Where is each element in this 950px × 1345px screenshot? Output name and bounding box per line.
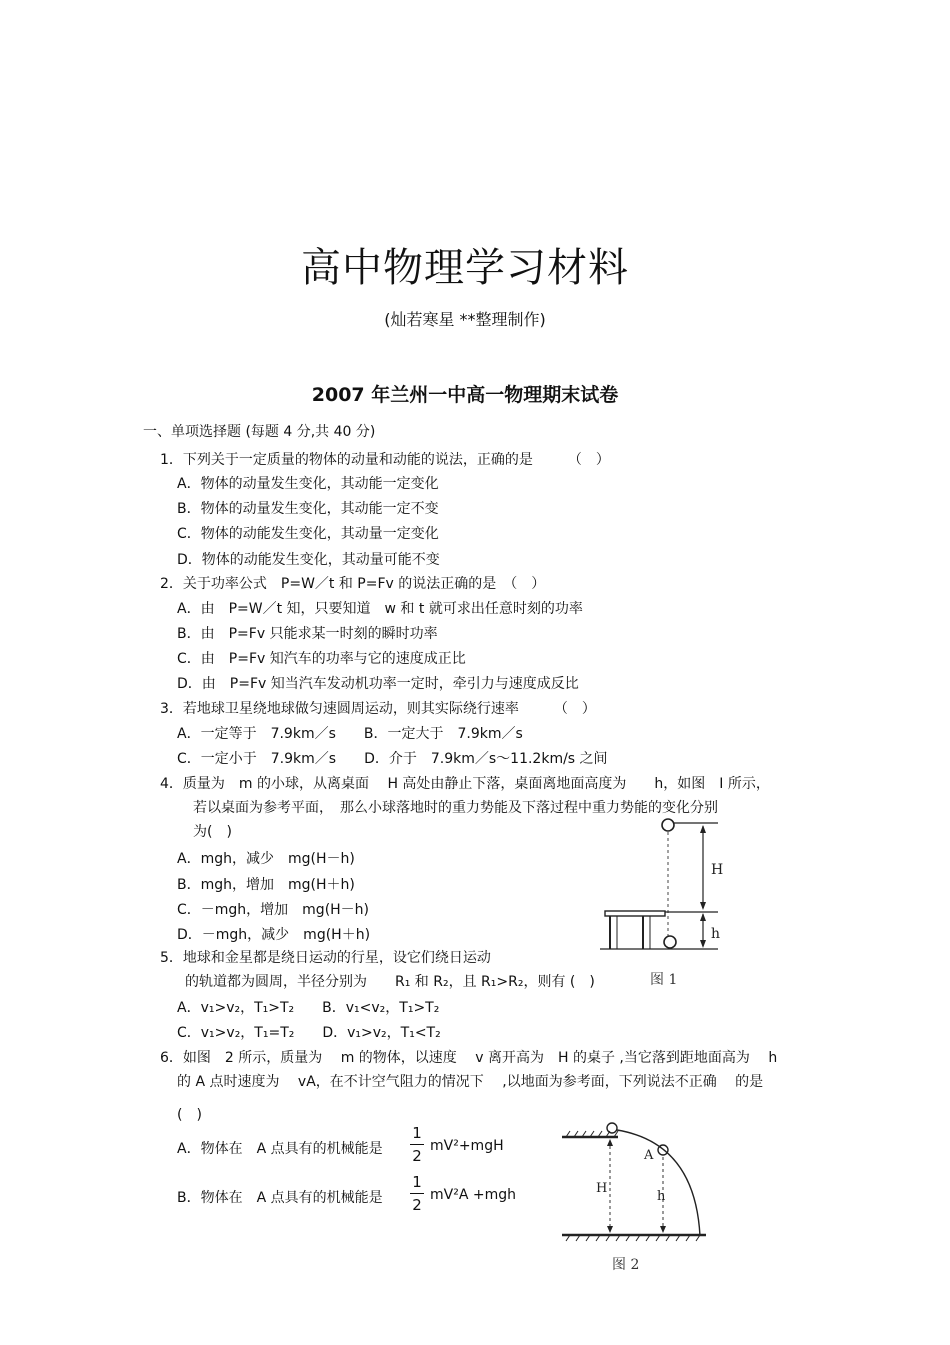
q3-options-cd: C．一定小于 7.9km／s D．介于 7.9km／s～11.2km/s 之间 xyxy=(177,751,608,767)
q1-option-d: D．物体的动能发生变化，其动量可能不变 xyxy=(177,552,440,568)
q5-stem-1: 5．地球和金星都是绕日运动的行星，设它们绕日运动 xyxy=(160,950,491,966)
q6-option-a-text: A．物体在 A 点具有的机械能是 xyxy=(177,1141,383,1157)
q4-stem-2: 若以桌面为参考平面， 那么小球落地时的重力势能及下落过程中重力势能的变化分别 xyxy=(193,800,718,816)
q2-stem: 2．关于功率公式 P=W／t 和 P=Fv 的说法正确的是 （ ） xyxy=(160,576,546,592)
q2-option-d: D．由 P=Fv 知当汽车发动机功率一定时，牵引力与速度成反比 xyxy=(177,676,579,692)
page-subtitle: (灿若寒星 **整理制作) xyxy=(384,310,546,329)
figure-2-caption: 图 2 xyxy=(612,1257,640,1273)
q1-stem: 1．下列关于一定质量的物体的动量和动能的说法，正确的是 （ ） xyxy=(160,452,610,468)
q3-options-ab: A．一定等于 7.9km／s B．一定大于 7.9km／s xyxy=(177,726,523,742)
q6-option-b-fraction xyxy=(410,1173,424,1214)
q1-option-c: C．物体的动能发生变化，其动量一定变化 xyxy=(177,526,439,542)
figure-2 xyxy=(560,1118,720,1243)
q6-stem-3: ( ) xyxy=(177,1107,202,1123)
q4-stem-1: 4．质量为 m 的小球，从离桌面 H 高处由静止下落，桌面离地面高度为 h，如图 I 所示， xyxy=(160,776,770,792)
q6-stem-2: 的 A 点时速度为 vA，在不计空气阻力的情况下 ,以地面为参考面，下列说法不正确 的是 xyxy=(177,1074,764,1090)
q2-option-b: B．由 P=Fv 只能求某一时刻的瞬时功率 xyxy=(177,626,438,642)
figure-2-h-label: h xyxy=(657,1189,666,1204)
q6-option-b-formula: mV²A +mgh xyxy=(430,1187,516,1203)
figure-1 xyxy=(600,812,725,952)
fraction-denominator: 2 xyxy=(412,1147,422,1165)
exam-title: 2007 年兰州一中高一物理期末试卷 xyxy=(311,384,619,406)
fraction-numerator: 1 xyxy=(412,1173,422,1191)
page-title: 高中物理学习材料 xyxy=(301,245,629,291)
figure-1-h-label: h xyxy=(711,926,721,942)
figure-1-caption: 图 1 xyxy=(650,972,678,988)
q4-option-a: A．mgh，减少 mg(H－h) xyxy=(177,851,355,867)
fraction-bar xyxy=(410,1193,424,1194)
figure-2-A-label: A xyxy=(644,1148,654,1163)
q5-options-ab: A．v₁>v₂，T₁>T₂ B．v₁<v₂，T₁>T₂ xyxy=(177,1000,440,1016)
q4-option-c: C．－mgh，增加 mg(H－h) xyxy=(177,902,370,918)
q6-option-a-fraction xyxy=(410,1124,424,1165)
q1-option-a: A．物体的动量发生变化，其动能一定变化 xyxy=(177,476,439,492)
figure-2-H-label: H xyxy=(596,1181,608,1196)
q6-option-a-formula: mV²+mgH xyxy=(430,1138,504,1154)
fraction-numerator: 1 xyxy=(412,1124,422,1142)
q3-stem: 3．若地球卫星绕地球做匀速圆周运动，则其实际绕行速率 （ ） xyxy=(160,701,596,717)
q6-option-b-text: B．物体在 A 点具有的机械能是 xyxy=(177,1190,383,1206)
q5-options-cd: C．v₁>v₂，T₁=T₂ D．v₁>v₂，T₁<T₂ xyxy=(177,1025,441,1041)
q4-option-b: B．mgh，增加 mg(H＋h) xyxy=(177,877,355,893)
fraction-bar xyxy=(410,1144,424,1145)
fraction-denominator: 2 xyxy=(412,1196,422,1214)
q4-option-d: D．－mgh，减少 mg(H＋h) xyxy=(177,927,371,943)
q1-option-b: B．物体的动量发生变化，其动能一定不变 xyxy=(177,501,439,517)
q2-option-c: C．由 P=Fv 知汽车的功率与它的速度成正比 xyxy=(177,651,466,667)
q5-stem-2: 的轨道都为圆周，半径分别为 R₁ 和 R₂，且 R₁>R₂，则有 ( ) xyxy=(185,974,595,990)
section-heading: 一、单项选择题 (每题 4 分,共 40 分) xyxy=(143,424,376,440)
q2-option-a: A．由 P=W／t 知，只要知道 w 和 t 就可求出任意时刻的功率 xyxy=(177,601,583,617)
q6-stem-1: 6．如图 2 所示，质量为 m 的物体，以速度 v 离开高为 H 的桌子 ,当它落到距地面高为 h xyxy=(160,1050,778,1066)
figure-1-H-label: H xyxy=(711,862,724,878)
q4-stem-3: 为( ) xyxy=(193,824,232,840)
